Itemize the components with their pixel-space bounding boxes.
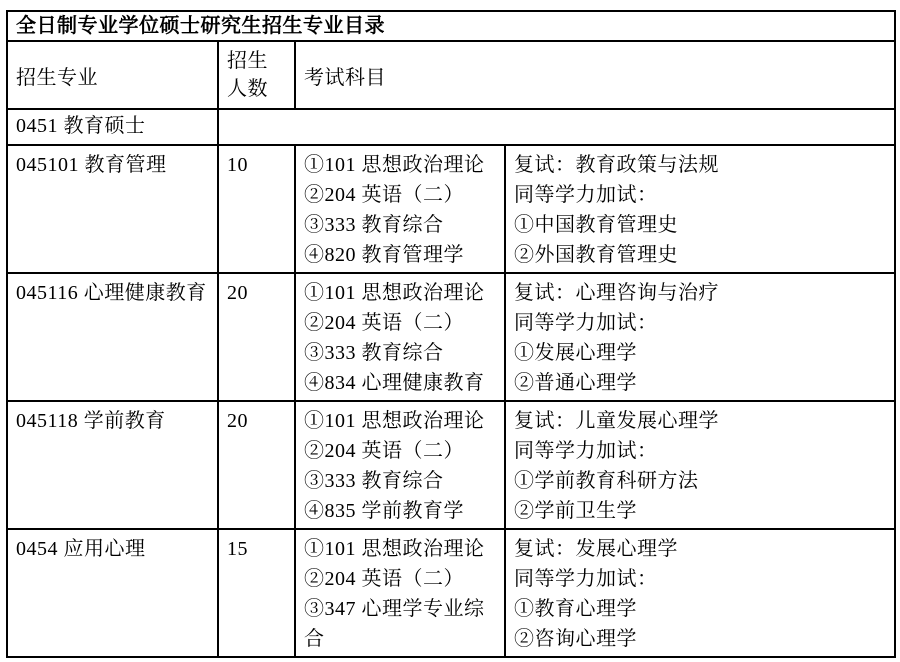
retest-cell [505, 529, 895, 657]
quota-value: 20 [227, 410, 248, 432]
exam-subjects-cell [295, 145, 505, 273]
category-label: 0451 教育硕士 [7, 109, 218, 145]
exam-subject-line: ④835 学前教育学 [304, 500, 464, 522]
quota-cell [218, 401, 295, 529]
major-label: 0454 应用心理 [16, 538, 146, 560]
column-header-row [7, 41, 895, 109]
exam-subjects-cell [295, 529, 505, 657]
major-cell [7, 273, 218, 401]
exam-subjects-cell [295, 401, 505, 529]
quota-value: 10 [227, 154, 248, 176]
col-header-major: 招生专业 [7, 41, 218, 109]
col-header-quota-line1: 招生 [227, 50, 268, 72]
retest-line: ①中国教育管理史 [514, 214, 678, 236]
exam-subjects-cell [295, 273, 505, 401]
exam-subject-line: ②204 英语（二） [304, 184, 464, 206]
quota-cell [218, 273, 295, 401]
title-row [7, 11, 895, 41]
exam-subject-line: ③347 心理学专业综 [304, 598, 485, 620]
exam-subject-line: 合 [304, 628, 325, 650]
table-row [7, 145, 895, 273]
retest-line: 复试：心理咨询与治疗 [514, 282, 719, 304]
retest-line: ①学前教育科研方法 [514, 470, 699, 492]
major-label: 045116 心理健康教育 [16, 282, 207, 304]
exam-subject-line: ④820 教育管理学 [304, 244, 464, 266]
retest-line: 同等学力加试： [514, 184, 658, 206]
retest-cell [505, 401, 895, 529]
exam-subject-line: ③333 教育综合 [304, 214, 444, 236]
retest-cell [505, 273, 895, 401]
table-row [7, 401, 895, 529]
page-title: 全日制专业学位硕士研究生招生专业目录 [7, 11, 895, 41]
retest-line: ②普通心理学 [514, 372, 637, 394]
retest-line: ②咨询心理学 [514, 628, 637, 650]
retest-line: ②外国教育管理史 [514, 244, 678, 266]
retest-line: 同等学力加试： [514, 312, 658, 334]
quota-cell [218, 529, 295, 657]
retest-line: 同等学力加试： [514, 440, 658, 462]
quota-value: 15 [227, 538, 248, 560]
retest-line: ①教育心理学 [514, 598, 637, 620]
quota-value: 20 [227, 282, 248, 304]
major-label: 045118 学前教育 [16, 410, 166, 432]
exam-subject-line: ③333 教育综合 [304, 342, 444, 364]
major-label: 045101 教育管理 [16, 154, 167, 176]
exam-subject-line: ②204 英语（二） [304, 312, 464, 334]
quota-cell [218, 145, 295, 273]
retest-line: ①发展心理学 [514, 342, 637, 364]
retest-line: 复试：儿童发展心理学 [514, 410, 719, 432]
table-row [7, 273, 895, 401]
exam-subject-line: ④834 心理健康教育 [304, 372, 485, 394]
retest-line: ②学前卫生学 [514, 500, 637, 522]
exam-subject-line: ③333 教育综合 [304, 470, 444, 492]
major-cell [7, 401, 218, 529]
retest-line: 复试：发展心理学 [514, 538, 678, 560]
col-header-quota-line2: 人数 [227, 78, 268, 100]
major-cell [7, 529, 218, 657]
category-row [7, 109, 895, 145]
exam-subject-line: ①101 思想政治理论 [304, 538, 485, 560]
table-row [7, 529, 895, 657]
retest-cell [505, 145, 895, 273]
retest-line: 复试：教育政策与法规 [514, 154, 719, 176]
exam-subject-line: ①101 思想政治理论 [304, 410, 485, 432]
exam-subject-line: ①101 思想政治理论 [304, 282, 485, 304]
retest-line: 同等学力加试： [514, 568, 658, 590]
col-header-quota [218, 41, 295, 109]
major-cell [7, 145, 218, 273]
admissions-catalog-table [6, 10, 896, 658]
exam-subject-line: ②204 英语（二） [304, 440, 464, 462]
exam-subject-line: ①101 思想政治理论 [304, 154, 485, 176]
category-empty-cell [218, 109, 895, 145]
exam-subject-line: ②204 英语（二） [304, 568, 464, 590]
col-header-subjects: 考试科目 [295, 41, 895, 109]
